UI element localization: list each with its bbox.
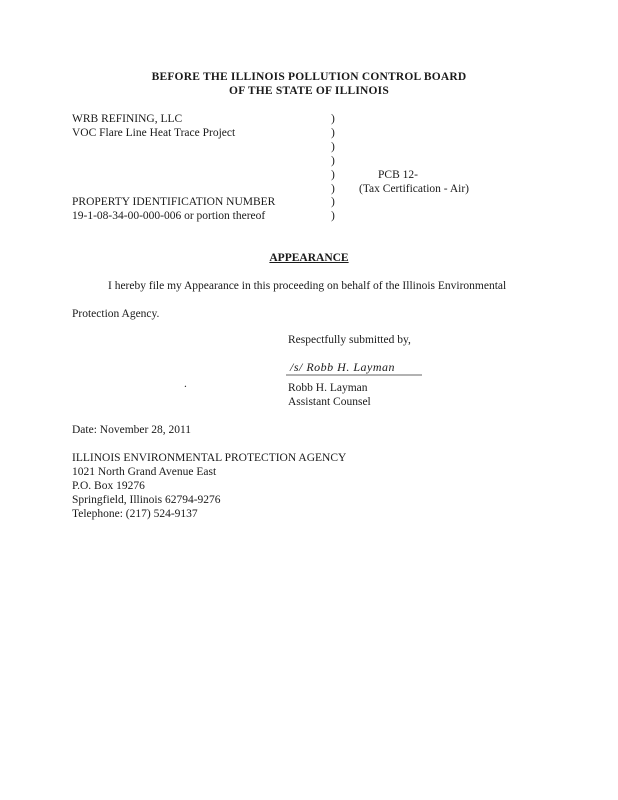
respectfully-submitted: Respectfully submitted by,	[288, 334, 411, 346]
caption-paren: )	[331, 127, 335, 139]
property-id-number: 19-1-08-34-00-000-006 or portion thereof	[72, 210, 266, 222]
document-title: APPEARANCE	[269, 252, 349, 264]
caption-paren: )	[331, 155, 335, 167]
caption-paren: )	[331, 169, 335, 181]
agency-name: ILLINOIS ENVIRONMENTAL PROTECTION AGENCY	[72, 452, 347, 464]
signer-name: Robb H. Layman	[288, 382, 368, 394]
caption-paren: )	[331, 141, 335, 153]
case-number: PCB 12-	[378, 169, 418, 181]
body-line-1: I hereby file my Appearance in this proceeding on behalf of the Illinois Environmental	[108, 280, 507, 292]
agency-phone: Telephone: (217) 524-9137	[72, 508, 198, 520]
agency-street: 1021 North Grand Avenue East	[72, 466, 217, 478]
date-line: Date: November 28, 2011	[72, 424, 192, 436]
header-line-1: BEFORE THE ILLINOIS POLLUTION CONTROL BOARD	[151, 71, 467, 83]
body-line-2: Protection Agency.	[72, 308, 160, 320]
caption-paren: )	[331, 196, 335, 208]
stray-mark: .	[184, 378, 187, 390]
caption-paren: )	[331, 113, 335, 125]
agency-city: Springfield, Illinois 62794-9276	[72, 494, 221, 506]
case-type: (Tax Certification - Air)	[359, 183, 470, 195]
e-signature: /s/ Robb H. Layman	[290, 360, 395, 374]
project-name: VOC Flare Line Heat Trace Project	[72, 127, 236, 139]
caption-paren: )	[331, 183, 335, 195]
party-name: WRB REFINING, LLC	[72, 113, 183, 125]
signer-title: Assistant Counsel	[288, 396, 371, 408]
header-line-2: OF THE STATE OF ILLINOIS	[229, 85, 389, 97]
caption-paren: )	[331, 210, 335, 222]
agency-po-box: P.O. Box 19276	[72, 480, 145, 492]
property-id-label: PROPERTY IDENTIFICATION NUMBER	[72, 196, 276, 208]
